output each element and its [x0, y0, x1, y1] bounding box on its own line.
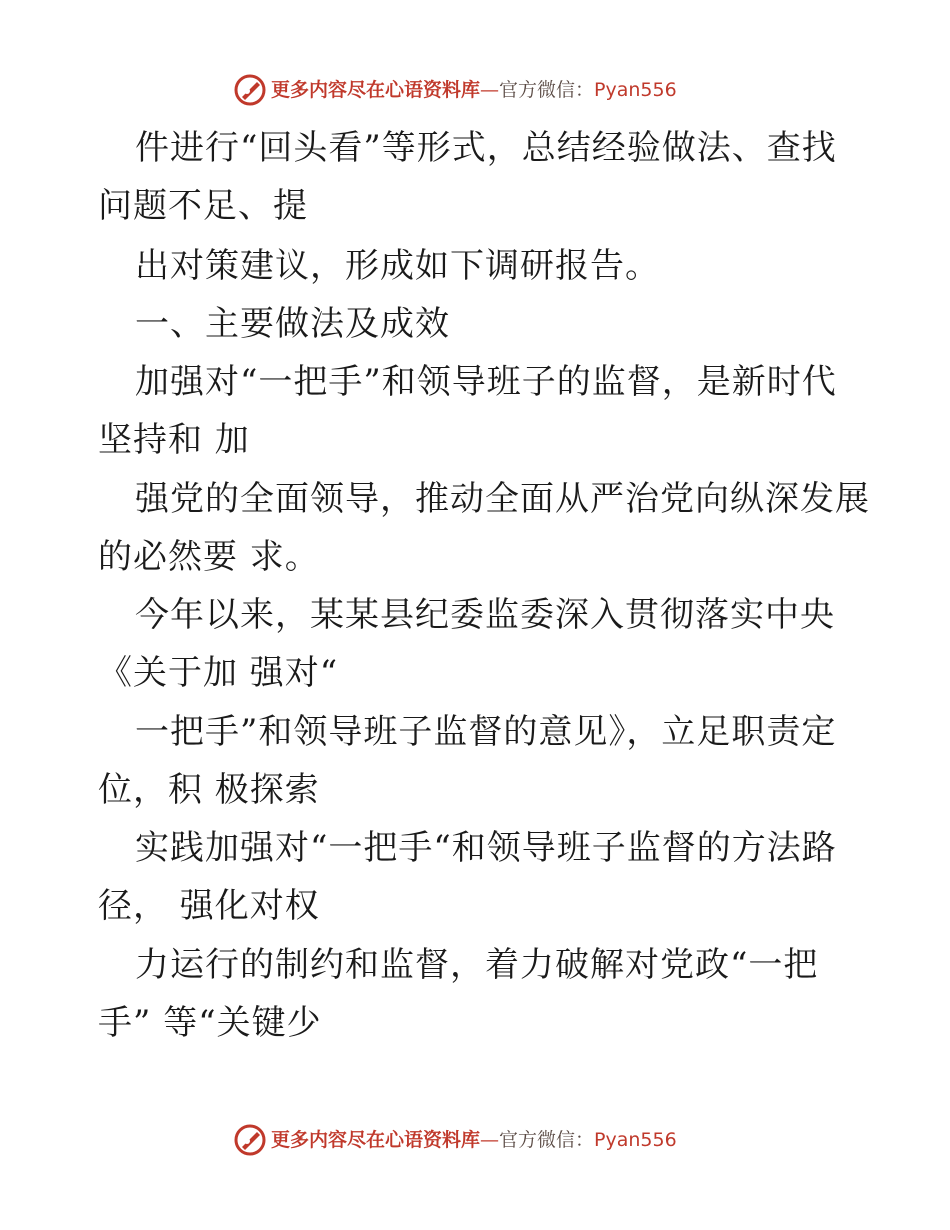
paragraph-line: 加强对“一把手”和领导班子的监督，是新时代 — [135, 362, 837, 402]
section-heading: 一、主要做法及成效 — [135, 304, 450, 344]
paragraph-line: 实践加强对“一把手“和领导班子监督的方法路 — [135, 828, 837, 868]
watermark-id: Pyan556 — [594, 79, 677, 101]
paragraph-line: 力运行的制约和监督，着力破解对党政“一把 — [135, 945, 819, 985]
paragraph-line: 问题不足、提 — [98, 186, 308, 226]
watermark-id: Pyan556 — [594, 1129, 677, 1151]
paragraph-line: 位，积 极探索 — [98, 770, 320, 810]
paragraph-line: 坚持和 加 — [98, 420, 250, 460]
watermark-text: 更多内容尽在心语资料库 — [271, 1129, 481, 1151]
paragraph-line: 件进行“回头看”等形式，总结经验做法、查找 — [135, 128, 837, 168]
watermark-label: 官方微信： — [499, 1129, 595, 1151]
paragraph-line: 出对策建议，形成如下调研报告。 — [135, 246, 660, 286]
watermark-label: 官方微信： — [499, 79, 595, 101]
paragraph-line: 的必然要 求。 — [98, 537, 320, 577]
watermark-dash: — — [480, 1129, 500, 1151]
paragraph-line: 手” 等“关键少 — [98, 1003, 322, 1043]
paragraph-line: 今年以来，某某县纪委监委深入贯彻落实中央 — [135, 595, 835, 635]
watermark-dash: — — [480, 79, 500, 101]
paragraph-line: 强党的全面领导，推动全面从严治党向纵深发展 — [135, 479, 870, 519]
paragraph-line: 《关于加 强对“ — [98, 653, 339, 693]
paragraph-line: 径， 强化对权 — [98, 886, 320, 926]
watermark-text: 更多内容尽在心语资料库 — [271, 79, 481, 101]
footer-watermark — [0, 1120, 950, 1160]
paragraph-line: 一把手”和领导班子监督的意见》，立足职责定 — [135, 712, 837, 752]
logo-icon — [233, 1123, 267, 1157]
